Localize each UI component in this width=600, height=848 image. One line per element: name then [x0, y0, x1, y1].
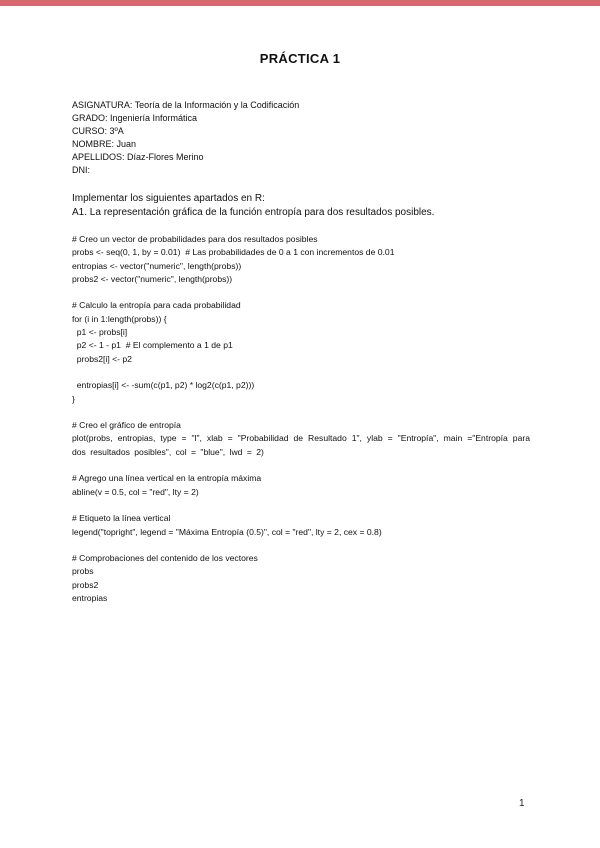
header-accent-bar: [0, 0, 600, 6]
code-line: probs2 <- vector("numeric", length(probs)): [72, 273, 233, 284]
code-line: # Comprobaciones del contenido de los vectores: [72, 553, 258, 564]
student-info: [72, 99, 299, 177]
code-line: # Creo un vector de probabilidades para dos resultados posibles: [72, 234, 318, 244]
code-line: # Agrego una línea vertical en la entropía máxima: [72, 473, 262, 484]
code-line: entropias <- vector("numeric", length(probs)): [72, 260, 242, 271]
subject-line: ASIGNATURA: Teoría de la Información y la Codificación: [72, 100, 300, 110]
degree-line: GRADO: Ingeniería Informática: [72, 113, 198, 123]
course-line: CURSO: 3ºA: [72, 126, 124, 136]
code-line: }: [72, 393, 75, 404]
code-line: p2 <- 1 - p1 # El complemento a 1 de p1: [72, 340, 233, 351]
code-blank-line: [72, 499, 530, 512]
code-blank-line: [72, 459, 530, 472]
code-blank-line: [72, 406, 530, 419]
page-number: 1: [519, 798, 525, 809]
instruction-line: Implementar los siguientes apartados en R:: [72, 193, 265, 204]
code-line: probs: [72, 566, 94, 577]
task-a1-line: A1. La representación gráfica de la función entropía para dos resultados posibles.: [72, 206, 435, 218]
code-line: probs <- seq(0, 1, by = 0.01) # Las probabilidades de 0 a 1 con incrementos de 0.01: [72, 247, 395, 258]
code-line: abline(v = 0.5, col = "red", lty = 2): [72, 486, 199, 497]
code-blank-line: [72, 286, 530, 299]
name-line: NOMBRE: Juan: [72, 139, 137, 149]
code-line: plot(probs, entropias, type = "l", xlab = "Probabilidad de Resultado 1", ylab = "Entropía", main ="Entropía para dos resultados posibles", col = "blue", lwd = 2): [72, 433, 530, 457]
code-blank-line: [72, 539, 530, 552]
dni-line: DNI:: [72, 165, 90, 175]
r-code-block: [72, 233, 530, 605]
code-line: p1 <- probs[i]: [72, 327, 128, 338]
code-line: # Etiqueto la línea vertical: [72, 513, 171, 524]
code-line: entropias[i] <- -sum(c(p1, p2) * log2(c(p1, p2))): [72, 380, 255, 391]
code-line: # Creo el gráfico de entropía: [72, 420, 181, 431]
page-title: PRÁCTICA 1: [259, 51, 341, 66]
code-line: legend("topright", legend = "Máxima Entropía (0.5)", col = "red", lty = 2, cex = 0.8): [72, 526, 382, 537]
code-blank-line: [72, 366, 530, 379]
code-line: probs2[i] <- p2: [72, 353, 132, 364]
code-line: probs2: [72, 579, 99, 590]
code-line: # Calculo la entropía para cada probabilidad: [72, 300, 241, 311]
code-line: for (i in 1:length(probs)) {: [72, 313, 167, 324]
surname-line: APELLIDOS: Díaz-Flores Merino: [72, 152, 204, 162]
assignment-intro: [72, 192, 434, 219]
code-line: entropias: [72, 593, 108, 604]
